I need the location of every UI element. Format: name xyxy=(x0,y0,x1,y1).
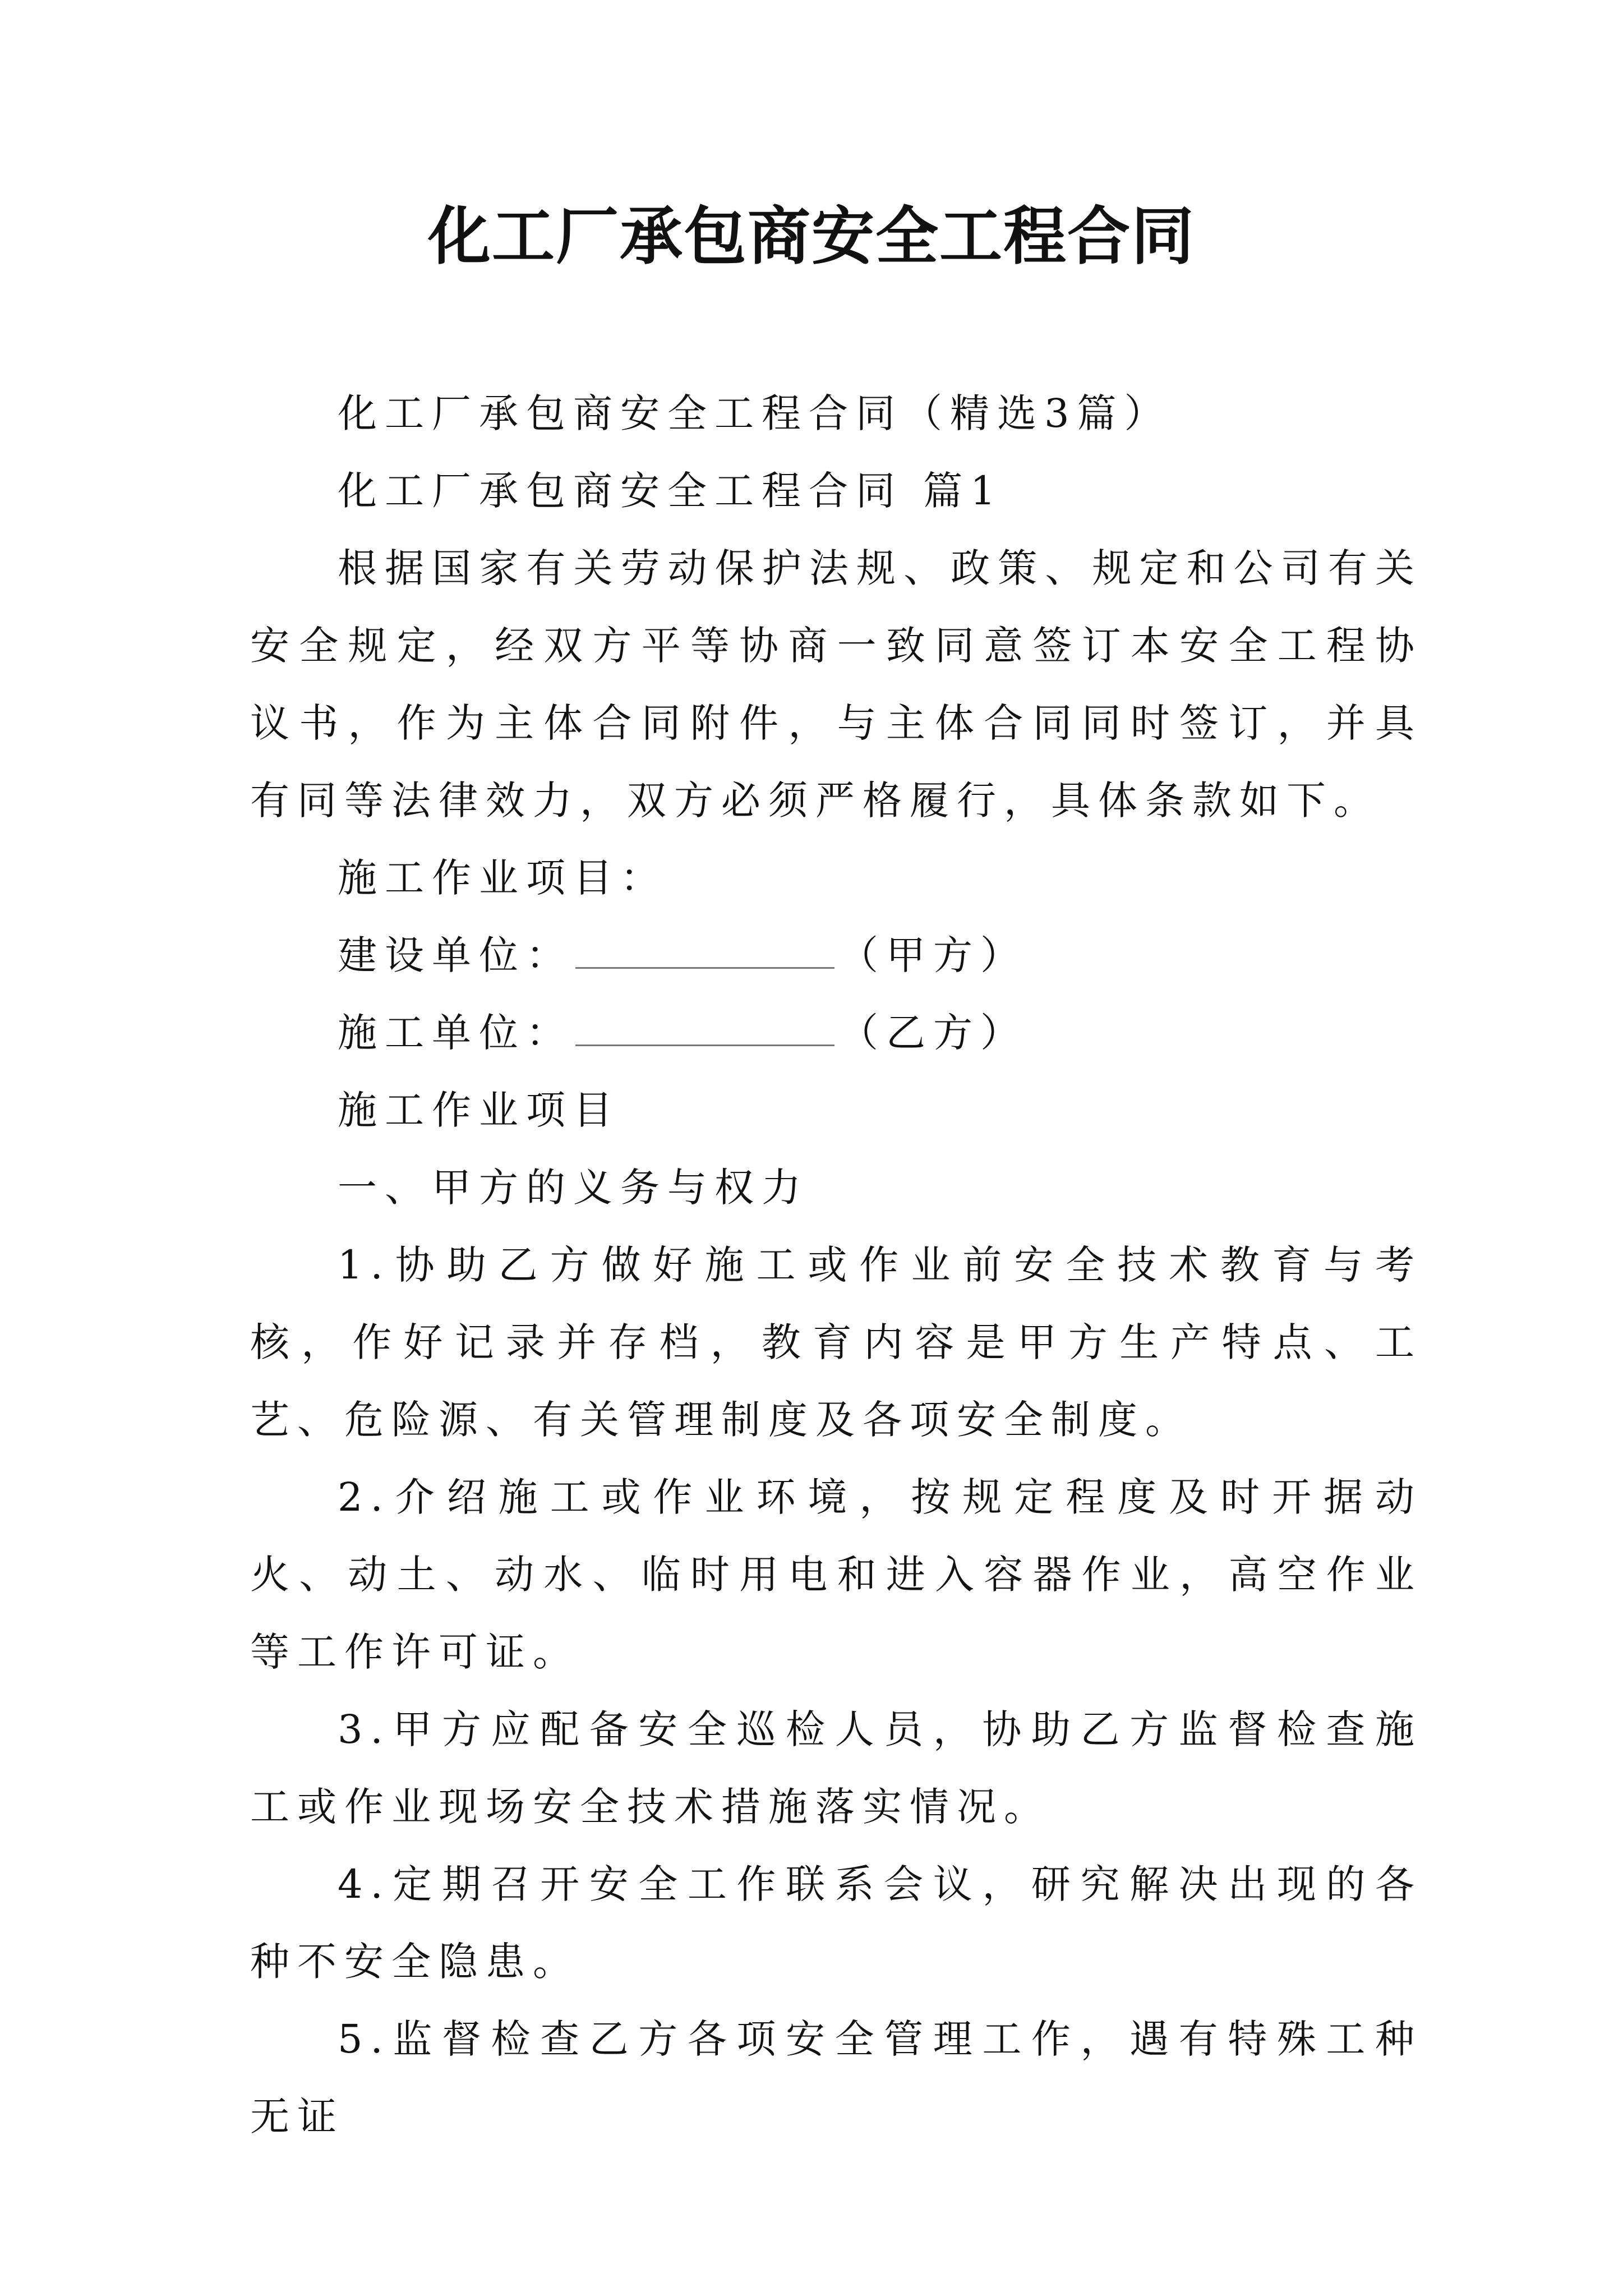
project-label: 施工作业项目： xyxy=(338,855,667,901)
document-subtitle: 化工厂承包商安全工程合同（精选3篇） xyxy=(338,390,1172,436)
part-one-heading: 一、甲方的义务与权力 xyxy=(338,1165,809,1211)
contractor-line xyxy=(338,994,1027,1071)
project-label-2: 施工作业项目 xyxy=(338,1087,620,1133)
clause-3: 3.甲方应配备安全巡检人员，协助乙方监督检查施工或作业现场安全技术措施落实情况。 xyxy=(250,1706,1422,1830)
clause-2: 2.介绍施工或作业环境，按规定程度及时开据动火、动土、动水、临时用电和进入容器作业，高空作业等工作许可证。 xyxy=(250,1474,1422,1675)
section-heading: 化工厂承包商安全工程合同 篇1 xyxy=(338,468,1003,514)
clause-5: 5.监督检查乙方各项安全管理工作，遇有特殊工种无证 xyxy=(250,2016,1422,2139)
document-title: 化工厂承包商安全工程合同 xyxy=(428,200,1195,273)
clause-4: 4.定期召开安全工作联系会议，研究解决出现的各种不安全隐患。 xyxy=(250,1861,1422,1985)
builder-label: 建设单位： xyxy=(338,932,573,978)
builder-party: （甲方） xyxy=(839,932,1027,978)
clause-1: 1.协助乙方做好施工或作业前安全技术教育与考核，作好记录并存档，教育内容是甲方生产特点、工艺、危险源、有关管理制度及各项安全制度。 xyxy=(250,1242,1422,1443)
builder-name-blank[interactable] xyxy=(575,931,834,969)
contractor-name-blank[interactable] xyxy=(575,1009,834,1046)
builder-line xyxy=(338,917,1027,994)
contractor-party: （乙方） xyxy=(839,1010,1027,1056)
contractor-label: 施工单位： xyxy=(338,1010,573,1056)
intro-paragraph: 根据国家有关劳动保护法规、政策、规定和公司有关安全规定，经双方平等协商一致同意签订本安全工程协议书，作为主体合同附件，与主体合同同时签订，并具有同等法律效力，双方必须严格履行，具体条款如下。 xyxy=(250,545,1422,823)
